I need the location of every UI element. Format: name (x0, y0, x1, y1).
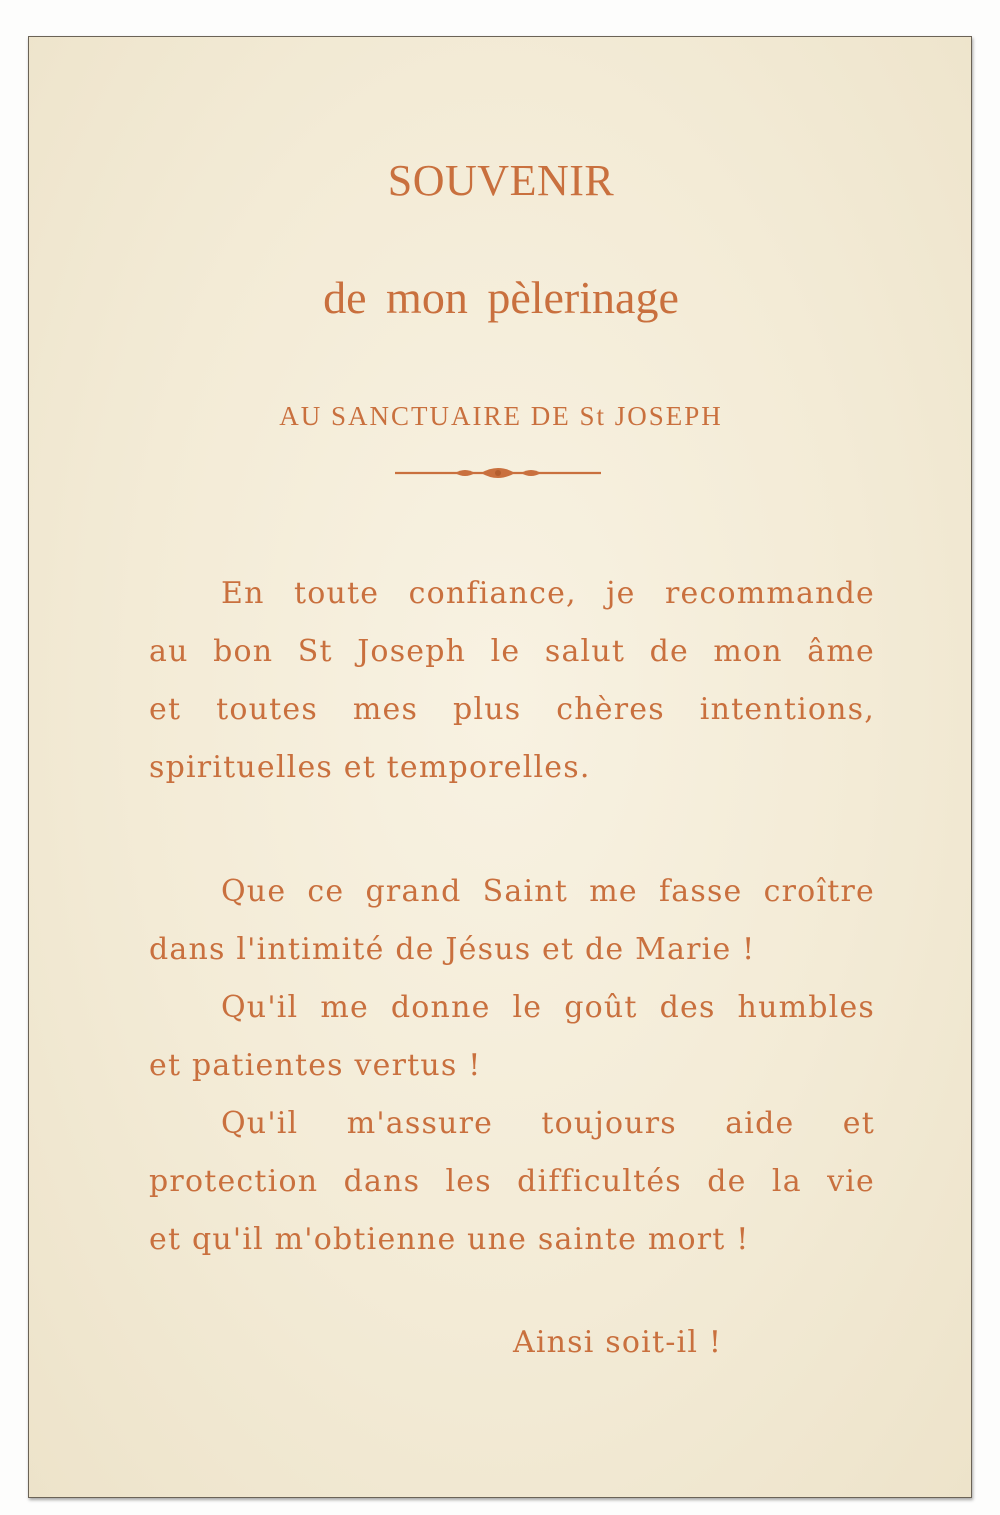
card-title: SOUVENIR (387, 156, 615, 205)
text-line: au bon St Joseph le salut de mon âme (149, 634, 875, 669)
paragraph-virtues (149, 979, 875, 1095)
text-line: Que ce grand Saint me fasse croître (221, 874, 875, 909)
ornament-divider (393, 461, 603, 485)
text-line: En toute confiance, je recommande (221, 576, 875, 611)
text-line: dans l'intimité de Jésus et de Marie ! (149, 932, 756, 967)
prayer-card (28, 36, 972, 1498)
text-line: protection dans les difficultés de la vie (149, 1164, 875, 1199)
paragraph-intimacy (149, 863, 875, 979)
sanctuary-heading: AU SANCTUAIRE DE St JOSEPH (279, 401, 723, 431)
paragraph-recommendation (149, 565, 875, 797)
text-line: et patientes vertus ! (149, 1048, 482, 1083)
text-line: Qu'il m'assure toujours aide et (221, 1106, 875, 1141)
paragraph-protection (149, 1095, 875, 1269)
card-subtitle: de mon pèlerinage (323, 272, 679, 323)
text-line: et qu'il m'obtienne une sainte mort ! (149, 1222, 750, 1257)
text-line: spirituelles et temporelles. (149, 750, 591, 785)
closing-amen: Ainsi soit-il ! (513, 1325, 723, 1360)
text-line: Qu'il me donne le goût des humbles (221, 990, 875, 1025)
text-line: et toutes mes plus chères intentions, (149, 692, 875, 727)
